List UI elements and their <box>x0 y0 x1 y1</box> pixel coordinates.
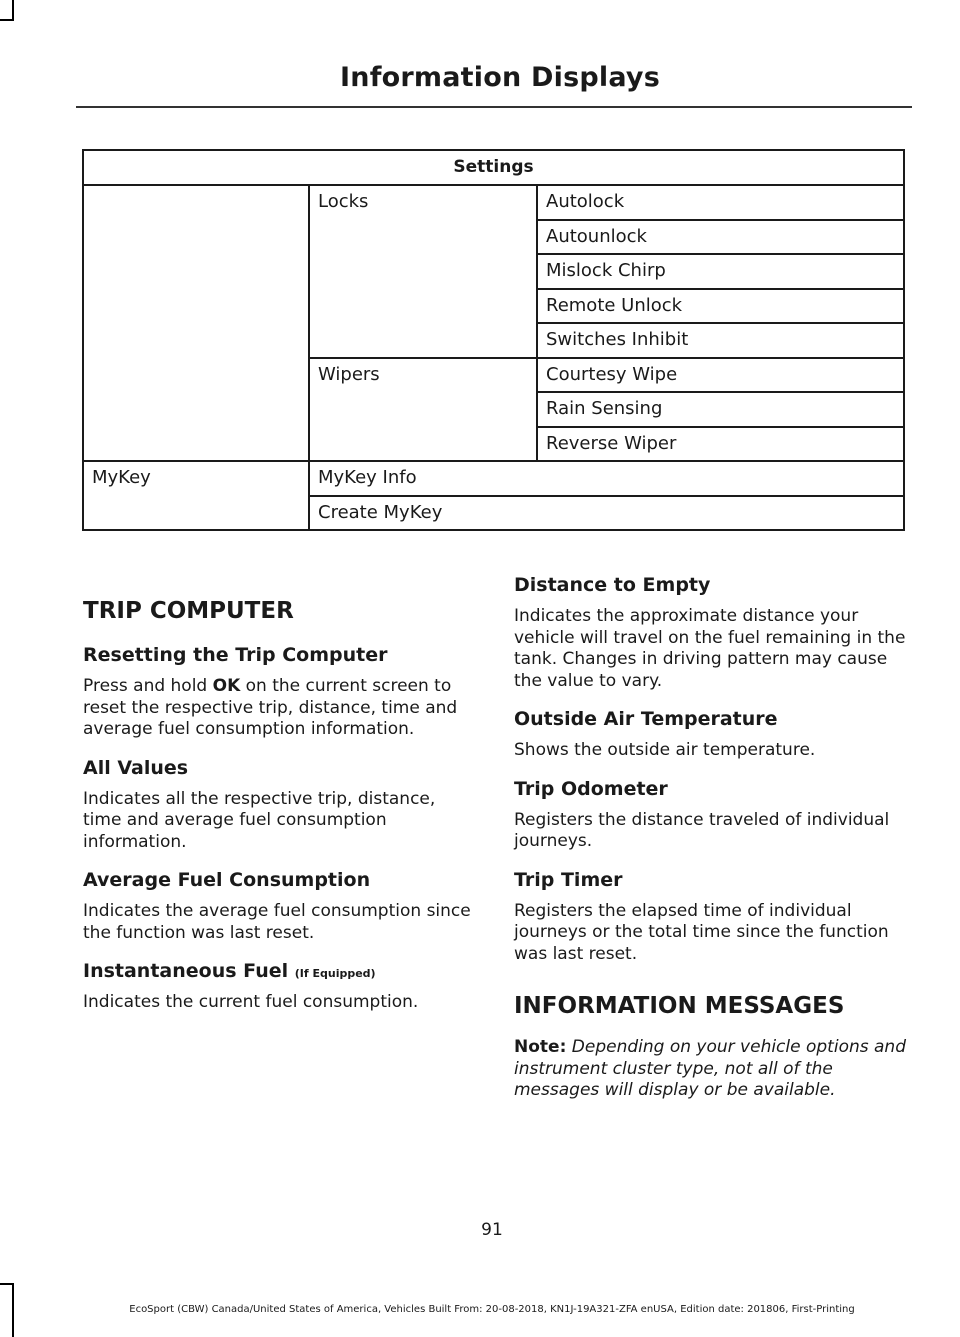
page-header <box>76 58 912 108</box>
table-cell-wipers: Wipers <box>309 358 537 462</box>
table-cell: Switches Inhibit <box>537 323 904 358</box>
table-cell: Rain Sensing <box>537 392 904 427</box>
paragraph-trip-timer: Registers the elapsed time of individual journeys or the total time since the function was last reset. <box>514 900 889 964</box>
table-cell: Autounlock <box>537 220 904 255</box>
table-header-row <box>83 150 904 185</box>
page-title: Information Displays <box>340 62 660 93</box>
table-heading: Settings <box>83 150 904 185</box>
table-cell: Mislock Chirp <box>537 254 904 289</box>
table-cell: Autolock <box>537 185 904 220</box>
table-cell: Reverse Wiper <box>537 427 904 462</box>
paragraph-instantaneous-fuel: Indicates the current fuel consumption. <box>83 992 419 1012</box>
table-cell <box>83 185 309 461</box>
ok-label: OK <box>212 676 241 696</box>
table-cell: Remote Unlock <box>537 289 904 324</box>
paragraph-outside-air-temperature: Shows the outside air temperature. <box>514 740 816 760</box>
section-title-trip-computer: TRIP COMPUTER <box>83 598 294 624</box>
paragraph-distance-to-empty: Indicates the approximate distance your vehicle will travel on the fuel remaining in the tank. Changes in driving pattern may cause the value to vary. <box>514 606 906 691</box>
page-number: 91 <box>481 1220 503 1240</box>
heading-instantaneous-fuel <box>83 960 475 982</box>
table-cell: Create MyKey <box>309 496 904 531</box>
crop-mark-top-left-v <box>12 0 14 20</box>
if-equipped-label: (If Equipped) <box>294 967 376 980</box>
heading-distance-to-empty: Distance to Empty <box>514 574 711 596</box>
heading-trip-odometer: Trip Odometer <box>514 777 668 800</box>
paragraph-average-fuel: Indicates the average fuel consumption since the function was last reset. <box>83 901 471 943</box>
table-cell-locks: Locks <box>309 185 537 358</box>
heading-outside-air-temperature: Outside Air Temperature <box>514 708 778 730</box>
edition-footer: EcoSport (CBW) Canada/United States of America, Vehicles Built From: 20-08-2018, KN1J-19A321-ZFA enUSA, Edition date: 201806, First-Printing <box>129 1304 855 1315</box>
table-cell-mykey: MyKey <box>83 461 309 530</box>
table-cell: MyKey Info <box>309 461 904 496</box>
heading-average-fuel: Average Fuel Consumption <box>83 869 371 891</box>
heading-trip-timer: Trip Timer <box>514 868 623 891</box>
note-text: Depending on your vehicle options and instrument cluster type, not all of the messages will display or be available. <box>514 1037 906 1100</box>
paragraph-trip-odometer: Registers the distance traveled of individual journeys. <box>514 809 890 851</box>
section-title-information-messages: INFORMATION MESSAGES <box>514 993 845 1019</box>
text-span: on the current screen to reset the respective trip, distance, time and average fuel consumption information. <box>83 676 458 739</box>
text-span: Press and hold <box>83 676 213 696</box>
note-label: Note: <box>514 1037 567 1057</box>
right-column <box>514 568 906 1118</box>
table-cell: Courtesy Wipe <box>537 358 904 393</box>
heading-resetting: Resetting the Trip Computer <box>83 644 388 666</box>
table-row <box>83 185 904 220</box>
heading-all-values: All Values <box>83 756 189 779</box>
crop-mark-top-left-h <box>0 19 14 21</box>
heading-text: Instantaneous Fuel <box>83 960 289 982</box>
left-column <box>83 568 475 1030</box>
settings-table <box>82 149 905 531</box>
paragraph-resetting <box>83 676 475 741</box>
crop-mark-bottom-left-h <box>0 1283 14 1285</box>
table-row <box>83 461 904 496</box>
paragraph-all-values: Indicates all the respective trip, distance, time and average fuel consumption information. <box>83 788 436 852</box>
paragraph-note <box>514 1037 906 1102</box>
